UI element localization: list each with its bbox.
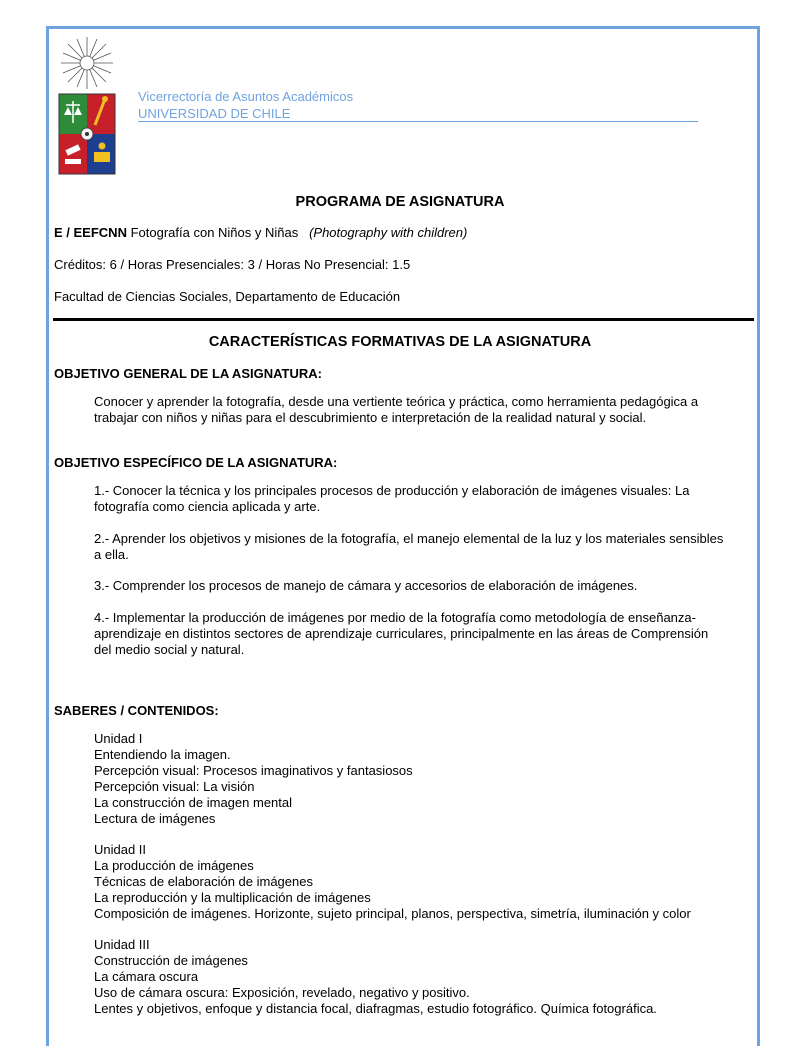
course-name: Fotografía con Niños y Niñas (130, 225, 299, 240)
section-divider (53, 318, 754, 321)
course-english-name: (Photography with children) (309, 225, 468, 240)
header-divider (138, 121, 698, 122)
list-item: La reproducción y la multiplicación de imágenes (94, 890, 371, 905)
list-item: Percepción visual: La visión (94, 779, 255, 794)
course-line (54, 225, 467, 240)
unit-title: Unidad I (94, 731, 143, 746)
specific-objective-4: 4.- Implementar la producción de imágenes por medio de la fotografía como metodología de enseñanza-aprendizaje en distintos sectores de aprendizaje curriculares, principalmente en las áreas de Comprensión del medio social y natural. (94, 610, 709, 657)
page-title: PROGRAMA DE ASIGNATURA (295, 194, 505, 210)
list-item: Composición de imágenes. Horizonte, sujeto principal, planos, perspectiva, simetría, iluminación y color (94, 906, 691, 921)
course-code: E / EEFCNN (54, 225, 127, 240)
list-item: La cámara oscura (94, 969, 199, 984)
list-item: La construcción de imagen mental (94, 795, 293, 810)
contents-heading: SABERES / CONTENIDOS: (54, 703, 219, 718)
list-item: Técnicas de elaboración de imágenes (94, 874, 313, 889)
specific-objective-3: 3.- Comprender los procesos de manejo de cámara y accesorios de elaboración de imágenes. (94, 578, 638, 593)
specific-objective-heading: OBJETIVO ESPECÍFICO DE LA ASIGNATURA: (54, 455, 338, 470)
specific-objective-1: 1.- Conocer la técnica y los principales procesos de producción y elaboración de imágenes visuales: La fotografía como ciencia aplicada y arte. (94, 483, 690, 514)
institution-name: UNIVERSIDAD DE CHILE (138, 106, 291, 121)
general-objective-heading: OBJETIVO GENERAL DE LA ASIGNATURA: (54, 366, 322, 381)
list-item: La producción de imágenes (94, 858, 254, 873)
list-item: Lentes y objetivos, enfoque y distancia focal, diafragmas, estudio fotográfico. Química fotográfica. (94, 1001, 657, 1016)
list-item: Uso de cámara oscura: Exposición, revelado, negativo y positivo. (94, 985, 470, 1000)
list-item: Entendiendo la imagen. (94, 747, 231, 762)
unit-2 (94, 842, 691, 922)
general-objective-text: Conocer y aprender la fotografía, desde una vertiente teórica y práctica, como herramienta pedagógica a trabajar con niños y niñas para el descubrimiento e interpretación de la realidad natural y social. (94, 394, 699, 425)
list-item: Lectura de imágenes (94, 811, 216, 826)
specific-objective-2: 2.- Aprender los objetivos y misiones de la fotografía, el manejo elemental de la luz y los materiales sensibles a ella. (94, 531, 724, 562)
institution-office: Vicerrectoría de Asuntos Académicos (138, 89, 354, 104)
unit-title: Unidad III (94, 937, 150, 952)
unit-title: Unidad II (94, 842, 147, 857)
shield-icon (59, 94, 115, 174)
credits-line: Créditos: 6 / Horas Presenciales: 3 / Horas No Presencial: 1.5 (54, 257, 411, 272)
section-title: CARACTERÍSTICAS FORMATIVAS DE LA ASIGNATURA (208, 334, 592, 350)
star-icon (61, 37, 113, 89)
unit-1 (94, 731, 413, 827)
university-logo (57, 37, 117, 177)
unit-3 (94, 937, 657, 1017)
list-item: Percepción visual: Procesos imaginativos y fantasiosos (94, 763, 413, 778)
list-item: Construcción de imágenes (94, 953, 248, 968)
faculty-line: Facultad de Ciencias Sociales, Departamento de Educación (54, 289, 401, 304)
